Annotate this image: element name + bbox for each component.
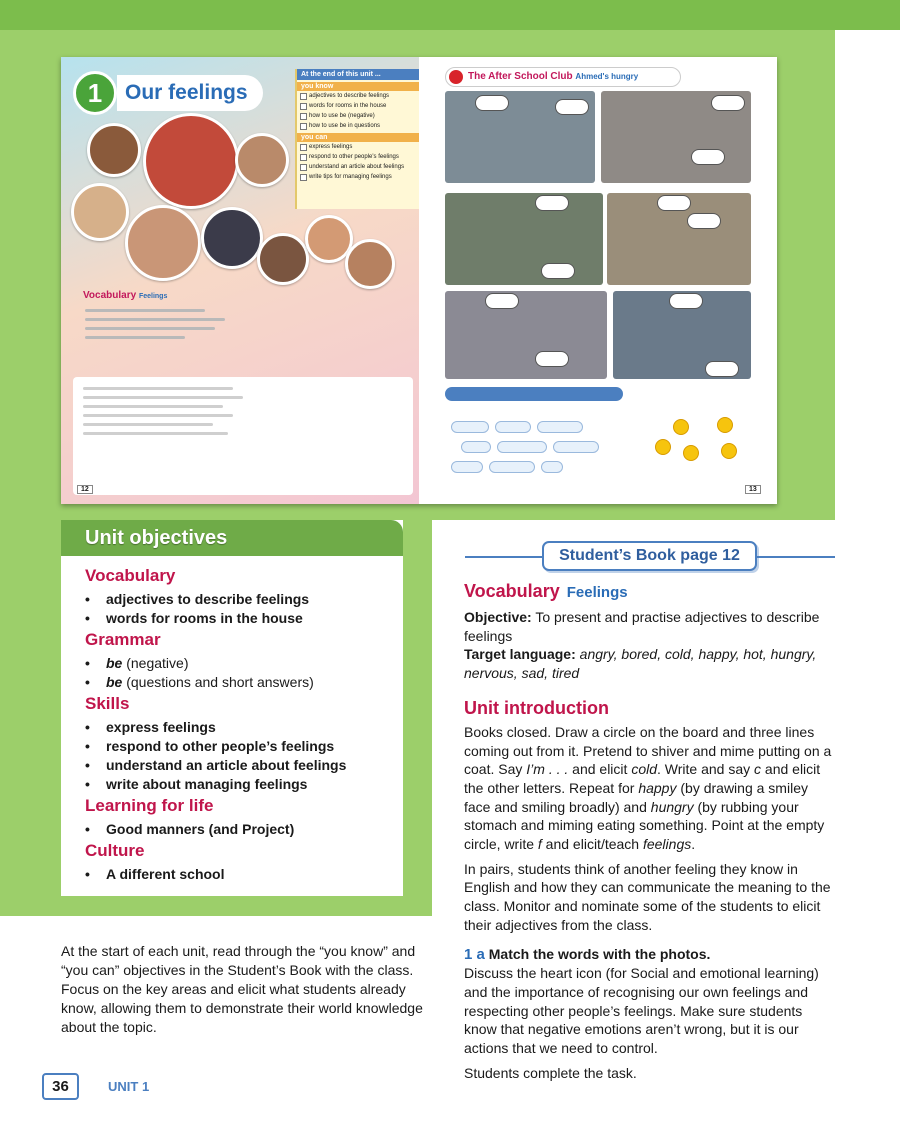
feeling-photo [257,233,309,285]
task-1a-paragraph: Discuss the heart icon (for Social and emotional learning) and the importance of recognising our own feelings and respecting other people’s feelings. Make sure students know that negative emotions aren’t wrong, but it is our actions that we need to control. [464,965,819,1057]
objective-label: Objective: [464,609,532,625]
you-can-label: you can [297,133,419,142]
emoji-face-icon [683,445,699,461]
can-item: respond to other people's feelings [297,152,419,162]
objective-text: To present and practise adjectives to describe feelings [464,609,820,644]
phrase-chip [553,441,599,453]
phrase-chip [537,421,583,433]
you-know-label: you know [297,82,419,91]
footer-unit-label: UNIT 1 [108,1079,150,1094]
students-book-page-label: Student’s Book page 12 [542,541,757,571]
emoji-face-icon [721,443,737,459]
target-language-label: Target language: [464,646,576,663]
can-item: express feelings [297,142,419,152]
culture-list [85,865,403,884]
vocabulary-heading: Vocabulary [85,566,176,585]
intro-text: . [691,836,696,853]
objective-item [85,654,403,673]
phrase-chip [495,421,531,433]
feeling-photo [345,239,395,289]
emoji-face-icon [673,419,689,435]
unit-objectives-header: Unit objectives [61,520,403,556]
unit-aims-box [295,69,419,209]
lesson-vocab-title: Vocabulary [464,581,560,601]
intro-italic: hungry [650,798,694,815]
intro-text: and elicit/teach [541,836,643,853]
skills-list [85,718,403,794]
phrase-chip [489,461,535,473]
phrase-chip [497,441,547,453]
intro-italic: c [754,761,762,778]
story-photo-6 [613,291,751,379]
feeling-photo [143,113,239,209]
intro-italic: feelings [642,836,692,853]
page-number: 36 [42,1073,79,1100]
intro-text: Books closed. Draw a circle on the board and three lines coming out from it. Pretend to shiver and mime putting on a coat. Say [464,723,832,778]
objective-item: • words for rooms in the house [85,609,403,628]
intro-italic: cold [631,761,657,778]
spread-left-page [61,57,419,504]
intro-text: (by drawing a smiley face and smiling broadly) and [464,779,808,815]
intro-text: and elicit the other letters. Repeat for [464,761,821,796]
emoji-face-icon [655,439,671,455]
intro-italic: f [537,836,542,853]
can-item: understand an article about feelings [297,162,419,172]
phrase-chip [461,441,491,453]
unit-introduction-paragraph [464,723,836,854]
grammar-keyword: be [106,674,123,690]
phrase-chip [451,421,489,433]
spread-vocab-heading [83,290,167,301]
unit-objectives-box [61,520,403,896]
unit-number-badge: 1 [73,71,117,115]
story-photo-5 [445,291,607,379]
feeling-photo [201,207,263,269]
task-number: 1 a [464,945,485,963]
spread-exercise-panel [73,377,413,495]
task-1a-heading [464,945,836,965]
feeling-photo [87,123,141,177]
learning-for-life-heading: Learning for life [85,796,214,815]
know-item: adjectives to describe feelings [297,91,419,101]
unit-introduction-heading: Unit introduction [464,697,609,718]
spread-page-number-left: 12 [77,485,93,494]
unit-intro-note: At the start of each unit, read through the “you know” and “you can” objectives in the Student’s Book with the class. Focus on the key areas and elicit what students already know, allowing them to demonstrate their world knowledge about the topic. [61,943,423,1035]
intro-italic: happy [638,779,677,796]
can-item: write tips for managing feelings [297,172,419,182]
grammar-list [85,654,403,692]
top-band [0,0,900,30]
target-language-text: angry, bored, cold, happy, hot, hungry, nervous, sad, tired [464,646,817,682]
phrase-chip [451,461,483,473]
lesson-vocab-heading [464,580,836,604]
target-language-paragraph [464,645,836,682]
feeling-photo [125,205,201,281]
aims-header: At the end of this unit ... [297,69,419,80]
club-title-tab [445,67,681,87]
know-item: how to use be in questions [297,121,419,131]
objective-item: • A different school [85,865,403,884]
skills-heading: Skills [85,694,130,713]
objective-paragraph [464,608,836,645]
intro-text: and elicit [568,761,632,778]
task-title: Match the words with the photos. [488,945,711,962]
club-subtitle: Ahmed's hungry [575,72,639,81]
phrase-chip [541,461,563,473]
objective-item: • respond to other people’s feelings [85,737,403,756]
story-photo-3 [445,193,603,285]
emoji-face-icon [717,417,733,433]
lesson-notes [464,580,836,1088]
vocabulary-list [85,590,403,628]
grammar-detail: (questions and short answers) [122,674,314,690]
objective-item: • Good manners (and Project) [85,820,403,839]
objective-item [85,673,403,692]
know-item: words for rooms in the house [297,101,419,111]
objective-item: • write about managing feelings [85,775,403,794]
spread-exercise-lines [85,309,235,345]
objective-item: • express feelings [85,718,403,737]
story-photo-2 [601,91,751,183]
club-title: The After School Club [468,71,573,82]
feeling-photo [235,133,289,187]
know-item: how to use be (negative) [297,111,419,121]
intro-text: . Write and say [657,761,755,778]
culture-heading: Culture [85,841,145,860]
objective-item: • adjectives to describe feelings [85,590,403,609]
lesson-vocab-sub: Feelings [566,584,628,601]
unit-title: Our feelings [117,75,263,111]
feeling-photo [71,183,129,241]
grammar-detail: (negative) [122,655,189,671]
task-1a-instruction: Students complete the task. [464,1064,637,1081]
lets-talk-bar [445,387,623,401]
spread-page-number-right: 13 [745,485,761,494]
intro-text: (by rubbing your stomach and miming eating something. Point at the empty circle, write [464,798,825,853]
story-photo-4 [607,193,751,285]
objective-item: • understand an article about feelings [85,756,403,775]
spread-vocab-title: Vocabulary [83,290,137,301]
intro-italic: I’m . . . [526,761,569,778]
spread-vocab-sub: Feelings [138,293,168,300]
pairs-paragraph: In pairs, students think of another feeling they know in English and how they can communicate the meaning to the class. Monitor and nominate some of the students to elicit their adjectives from the class. [464,860,831,933]
grammar-keyword: be [106,655,123,671]
learning-for-life-list [85,820,403,839]
story-photo-1 [445,91,595,183]
students-book-spread [61,57,777,504]
grammar-heading: Grammar [85,630,161,649]
